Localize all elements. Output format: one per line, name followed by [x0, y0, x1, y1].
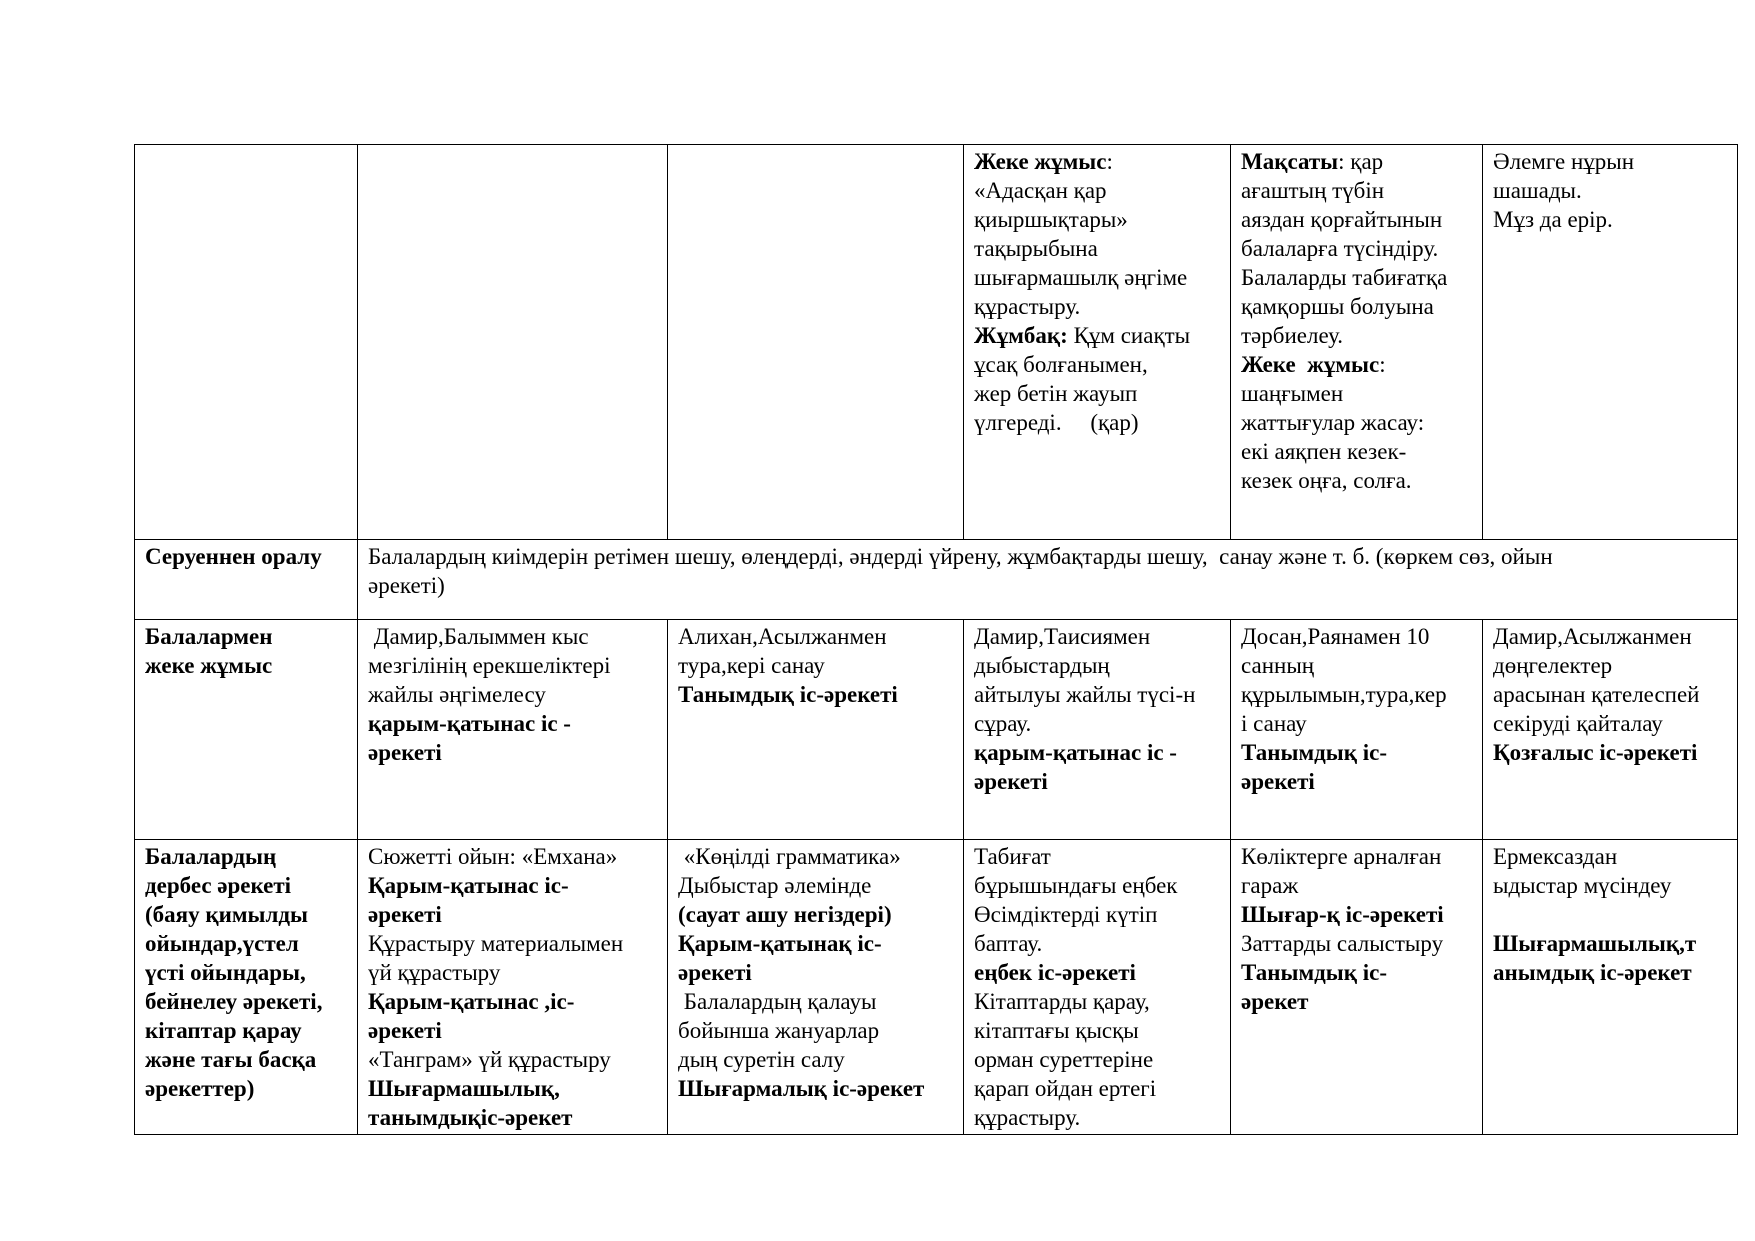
text-line [974, 767, 1222, 796]
bold-text-run: Шығармашылық,т [1493, 931, 1697, 956]
text-line [1241, 147, 1474, 176]
text-line [974, 651, 1222, 680]
text-run: ұсақ болғанымен, [974, 352, 1148, 377]
bold-text-run: Танымдық іс- [1241, 740, 1387, 765]
text-run: «Көңілді грамматика» [678, 844, 901, 869]
text-run: тәрбиелеу. [1241, 323, 1344, 348]
bold-text-run: әрекеті [368, 1018, 442, 1043]
text-line [1493, 176, 1729, 205]
row-label-cell [135, 620, 358, 840]
text-line [974, 292, 1222, 321]
text-line [368, 987, 659, 1016]
text-line [974, 842, 1222, 871]
bold-text-run: Серуеннен оралу [145, 544, 322, 569]
bold-text-run: әрекеті [368, 740, 442, 765]
bold-text-run: және тағы басқа [145, 1047, 317, 1072]
table-row [135, 540, 1738, 620]
text-line [1493, 147, 1729, 176]
text-run: гараж [1241, 873, 1299, 898]
text-run: санның [1241, 653, 1315, 678]
text-run: «Адасқан қар [974, 178, 1107, 203]
day-cell [964, 620, 1231, 840]
text-line [1241, 767, 1474, 796]
text-line [974, 1045, 1222, 1074]
text-line [1241, 680, 1474, 709]
text-line [368, 929, 659, 958]
text-line [1241, 321, 1474, 350]
text-line [678, 842, 955, 871]
text-run: жаттығулар жасау: [1241, 410, 1425, 435]
text-run: Көліктерге арналған [1241, 844, 1442, 869]
text-line [368, 1045, 659, 1074]
text-run: дың суретін салу [678, 1047, 845, 1072]
bold-text-run: Жеке жұмыс [1241, 352, 1380, 377]
text-line [1241, 292, 1474, 321]
day-cell [1231, 620, 1483, 840]
text-line [974, 680, 1222, 709]
text-run: дөңгелектер [1493, 653, 1613, 678]
text-line [145, 900, 349, 929]
text-line [1241, 929, 1474, 958]
text-line [974, 408, 1222, 437]
text-run: Кітаптарды қарау, [974, 989, 1150, 1014]
text-line [368, 622, 659, 651]
bold-text-run: ойындар,үстел [145, 931, 299, 956]
text-line [1493, 205, 1729, 234]
text-run: Алихан,Асылжанмен [678, 624, 887, 649]
text-run: қиыршықтары» [974, 207, 1128, 232]
text-line [368, 680, 659, 709]
text-line [974, 263, 1222, 292]
text-run: Балалардың қалауы [678, 989, 877, 1014]
text-run: аяздан қорғайтынын [1241, 207, 1443, 232]
text-run: Дамир,Таисиямен [974, 624, 1151, 649]
text-run: Балаларды табиғатқа [1241, 265, 1448, 290]
text-line [678, 1016, 955, 1045]
text-run: тура,кері санау [678, 653, 825, 678]
text-line [678, 929, 955, 958]
text-run: тақырыбына [974, 236, 1098, 261]
text-line [1493, 958, 1729, 987]
text-line [974, 1016, 1222, 1045]
text-run: шашады. [1493, 178, 1582, 203]
text-line [1241, 987, 1474, 1016]
text-line [1241, 437, 1474, 466]
text-line [678, 871, 955, 900]
bold-text-run: Қозғалыс іс-әрекеті [1493, 740, 1698, 765]
day-cell [964, 145, 1231, 540]
text-run: : қар [1338, 149, 1384, 174]
bold-text-run: қарым-қатынас іс - [368, 711, 571, 736]
text-run: үлгереді. (қар) [974, 410, 1139, 435]
text-line [368, 871, 659, 900]
bold-text-run: Қарым-қатынас іс- [368, 873, 569, 898]
table-row [135, 840, 1738, 1135]
text-run: бойынша жануарлар [678, 1018, 880, 1043]
text-run: қарап ойдан ертегі [974, 1076, 1157, 1101]
text-line [1241, 234, 1474, 263]
bold-text-run: дербес әрекеті [145, 873, 292, 898]
row-label-cell [135, 145, 358, 540]
text-line [974, 1074, 1222, 1103]
text-line [678, 900, 955, 929]
bold-text-run: танымдықіс-әрекет [368, 1105, 573, 1130]
text-run: : [1379, 352, 1386, 377]
text-run: ағаштың түбін [1241, 178, 1385, 203]
text-line [974, 205, 1222, 234]
text-line [974, 929, 1222, 958]
text-line [974, 379, 1222, 408]
text-run: бұрышындағы еңбек [974, 873, 1178, 898]
bold-text-run: үсті ойындары, [145, 960, 306, 985]
row-label-cell [135, 840, 358, 1135]
text-run: кезек оңға, солға. [1241, 468, 1412, 493]
bold-text-run: кітаптар қарау [145, 1018, 302, 1043]
bold-text-run: Шығар-қ іс-әрекеті [1241, 902, 1444, 927]
text-line [145, 842, 349, 871]
text-line [145, 622, 349, 651]
bold-text-run: еңбек іс-әрекеті [974, 960, 1136, 985]
table-row [135, 620, 1738, 840]
day-cell [1231, 145, 1483, 540]
text-line [368, 651, 659, 680]
text-line [1241, 738, 1474, 767]
text-line [1241, 709, 1474, 738]
bold-text-run: әрекеті [974, 769, 1048, 794]
text-run: арасынан қателеспей [1493, 682, 1700, 707]
text-line [974, 1103, 1222, 1132]
text-line [974, 234, 1222, 263]
text-run: шығармашылқ әңгіме [974, 265, 1188, 290]
text-run: Дамир,Балыммен кыс [368, 624, 589, 649]
text-line [974, 900, 1222, 929]
day-cell [668, 145, 964, 540]
text-run: Құрастыру материалымен [368, 931, 624, 956]
text-run: Дыбыстар әлемінде [678, 873, 872, 898]
text-line [678, 987, 955, 1016]
bold-text-run: Шығармалық іс-әрекет [678, 1076, 925, 1101]
bold-text-run: бейнелеу әрекеті, [145, 989, 323, 1014]
text-line [368, 709, 659, 738]
text-run: Мұз да ерір. [1493, 207, 1613, 232]
text-run: Құм сиақты [1067, 323, 1191, 348]
day-cell [358, 840, 668, 1135]
text-line [1241, 466, 1474, 495]
bold-text-run: әрекеті [678, 960, 752, 985]
text-run: құрылымын,тура,кер [1241, 682, 1447, 707]
text-run: і санау [1241, 711, 1307, 736]
text-line [145, 1045, 349, 1074]
bold-text-run: Мақсаты [1241, 149, 1339, 174]
text-line [1493, 900, 1729, 929]
text-line [368, 1016, 659, 1045]
text-line [145, 958, 349, 987]
text-line [1493, 622, 1729, 651]
bold-text-run: (сауат ашу негіздері) [678, 902, 892, 927]
text-run: құрастыру. [974, 1105, 1081, 1130]
text-line [1241, 871, 1474, 900]
text-run: Әлемге нұрын [1493, 149, 1635, 174]
text-line [974, 987, 1222, 1016]
text-line [1493, 738, 1729, 767]
text-line [368, 571, 1729, 600]
text-line [368, 958, 659, 987]
text-line [1241, 205, 1474, 234]
text-run: секіруді қайталау [1493, 711, 1663, 736]
day-cell [668, 840, 964, 1135]
text-line [678, 680, 955, 709]
text-line [1241, 651, 1474, 680]
day-cell [358, 620, 668, 840]
text-run: әрекеті) [368, 573, 445, 598]
text-line [1241, 958, 1474, 987]
bold-text-run: (баяу қимылды [145, 902, 308, 927]
text-run: үй құрастыру [368, 960, 501, 985]
text-line [145, 871, 349, 900]
bold-text-run: анымдық іс-әрекет [1493, 960, 1692, 985]
text-line [974, 622, 1222, 651]
bold-text-run: Балалармен [145, 624, 273, 649]
text-line [1241, 263, 1474, 292]
text-line [678, 1074, 955, 1103]
bold-text-run: әрекеті [1241, 769, 1315, 794]
text-run: Дамир,Асылжанмен [1493, 624, 1692, 649]
text-line [368, 1074, 659, 1103]
text-run: ыдыстар мүсіндеу [1493, 873, 1672, 898]
text-line [678, 622, 955, 651]
bold-text-run: Қарым-қатынақ іс- [678, 931, 882, 956]
day-cell [1483, 145, 1738, 540]
text-run: мезгілінің ерекшеліктері [368, 653, 611, 678]
text-line [368, 900, 659, 929]
text-run: «Танграм» үй құрастыру [368, 1047, 611, 1072]
bold-text-run: жеке жұмыс [145, 653, 273, 678]
text-line [974, 176, 1222, 205]
text-run: орман суреттеріне [974, 1047, 1154, 1072]
text-run: : [1106, 149, 1113, 174]
text-line [974, 350, 1222, 379]
text-run: айтылуы жайлы түсі-н [974, 682, 1196, 707]
merged-cell [358, 540, 1738, 620]
text-line [1241, 379, 1474, 408]
text-line [1493, 651, 1729, 680]
bold-text-run: Танымдық іс-әрекеті [678, 682, 898, 707]
text-line [1493, 842, 1729, 871]
day-cell [668, 620, 964, 840]
text-run: Сюжетті ойын: «Емхана» [368, 844, 618, 869]
text-line [145, 542, 349, 571]
text-line [368, 738, 659, 767]
text-line [678, 1045, 955, 1074]
text-run: сұрау. [974, 711, 1032, 736]
bold-text-run: Балалардың [145, 844, 277, 869]
text-line [1493, 871, 1729, 900]
text-line [368, 1103, 659, 1132]
bold-text-run: әрекеттер) [145, 1076, 255, 1101]
text-line [974, 709, 1222, 738]
bold-text-run: Жұмбақ: [974, 323, 1068, 348]
bold-text-run: Жеке жұмыс [974, 149, 1107, 174]
text-run: Өсімдіктерді күтіп [974, 902, 1158, 927]
schedule-table [134, 144, 1738, 1135]
text-run: кітаптағы қысқы [974, 1018, 1139, 1043]
bold-text-run: Қарым-қатынас ,іс- [368, 989, 575, 1014]
text-line [974, 738, 1222, 767]
bold-text-run: әрекет [1241, 989, 1309, 1014]
text-run: Досан,Раянамен 10 [1241, 624, 1430, 649]
day-cell [1483, 620, 1738, 840]
text-run: жайлы әңгімелесу [368, 682, 546, 707]
text-line [145, 651, 349, 680]
day-cell [1483, 840, 1738, 1135]
text-line [1241, 408, 1474, 437]
text-run: дыбыстардың [974, 653, 1110, 678]
bold-text-run: әрекеті [368, 902, 442, 927]
text-line [1241, 622, 1474, 651]
day-cell [358, 145, 668, 540]
text-line [1241, 900, 1474, 929]
text-line [974, 147, 1222, 176]
text-line [145, 987, 349, 1016]
bold-text-run: қарым-қатынас іс - [974, 740, 1177, 765]
text-run: қамқоршы болуына [1241, 294, 1434, 319]
text-line [974, 958, 1222, 987]
text-run: құрастыру. [974, 294, 1081, 319]
text-line [974, 321, 1222, 350]
text-line [368, 542, 1729, 571]
text-run: шаңғымен [1241, 381, 1344, 406]
table-row [135, 145, 1738, 540]
text-line [1493, 929, 1729, 958]
text-run: баптау. [974, 931, 1043, 956]
text-line [145, 1074, 349, 1103]
text-run: екі аяқпен кезек- [1241, 439, 1407, 464]
text-line [1241, 842, 1474, 871]
text-line [1241, 176, 1474, 205]
text-run: Заттарды салыстыру [1241, 931, 1444, 956]
text-run: балаларға түсіндіру. [1241, 236, 1439, 261]
text-run: Ермексаздан [1493, 844, 1618, 869]
text-run: жер бетін жауып [974, 381, 1138, 406]
text-line [1493, 709, 1729, 738]
text-run: Балалардың киімдерін ретімен шешу, өлеңдерді, әндерді үйрену, жұмбақтарды шешу, санау және т. б. (көркем сөз, ойын [368, 544, 1553, 569]
text-line [974, 871, 1222, 900]
text-line [678, 958, 955, 987]
text-line [1241, 350, 1474, 379]
text-line [1493, 680, 1729, 709]
text-line [145, 929, 349, 958]
bold-text-run: Танымдық іс- [1241, 960, 1387, 985]
bold-text-run: Шығармашылық, [368, 1076, 560, 1101]
text-run: Табиғат [974, 844, 1051, 869]
day-cell [964, 840, 1231, 1135]
day-cell [1231, 840, 1483, 1135]
text-line [145, 1016, 349, 1045]
text-line [678, 651, 955, 680]
row-label-cell [135, 540, 358, 620]
text-line [368, 842, 659, 871]
